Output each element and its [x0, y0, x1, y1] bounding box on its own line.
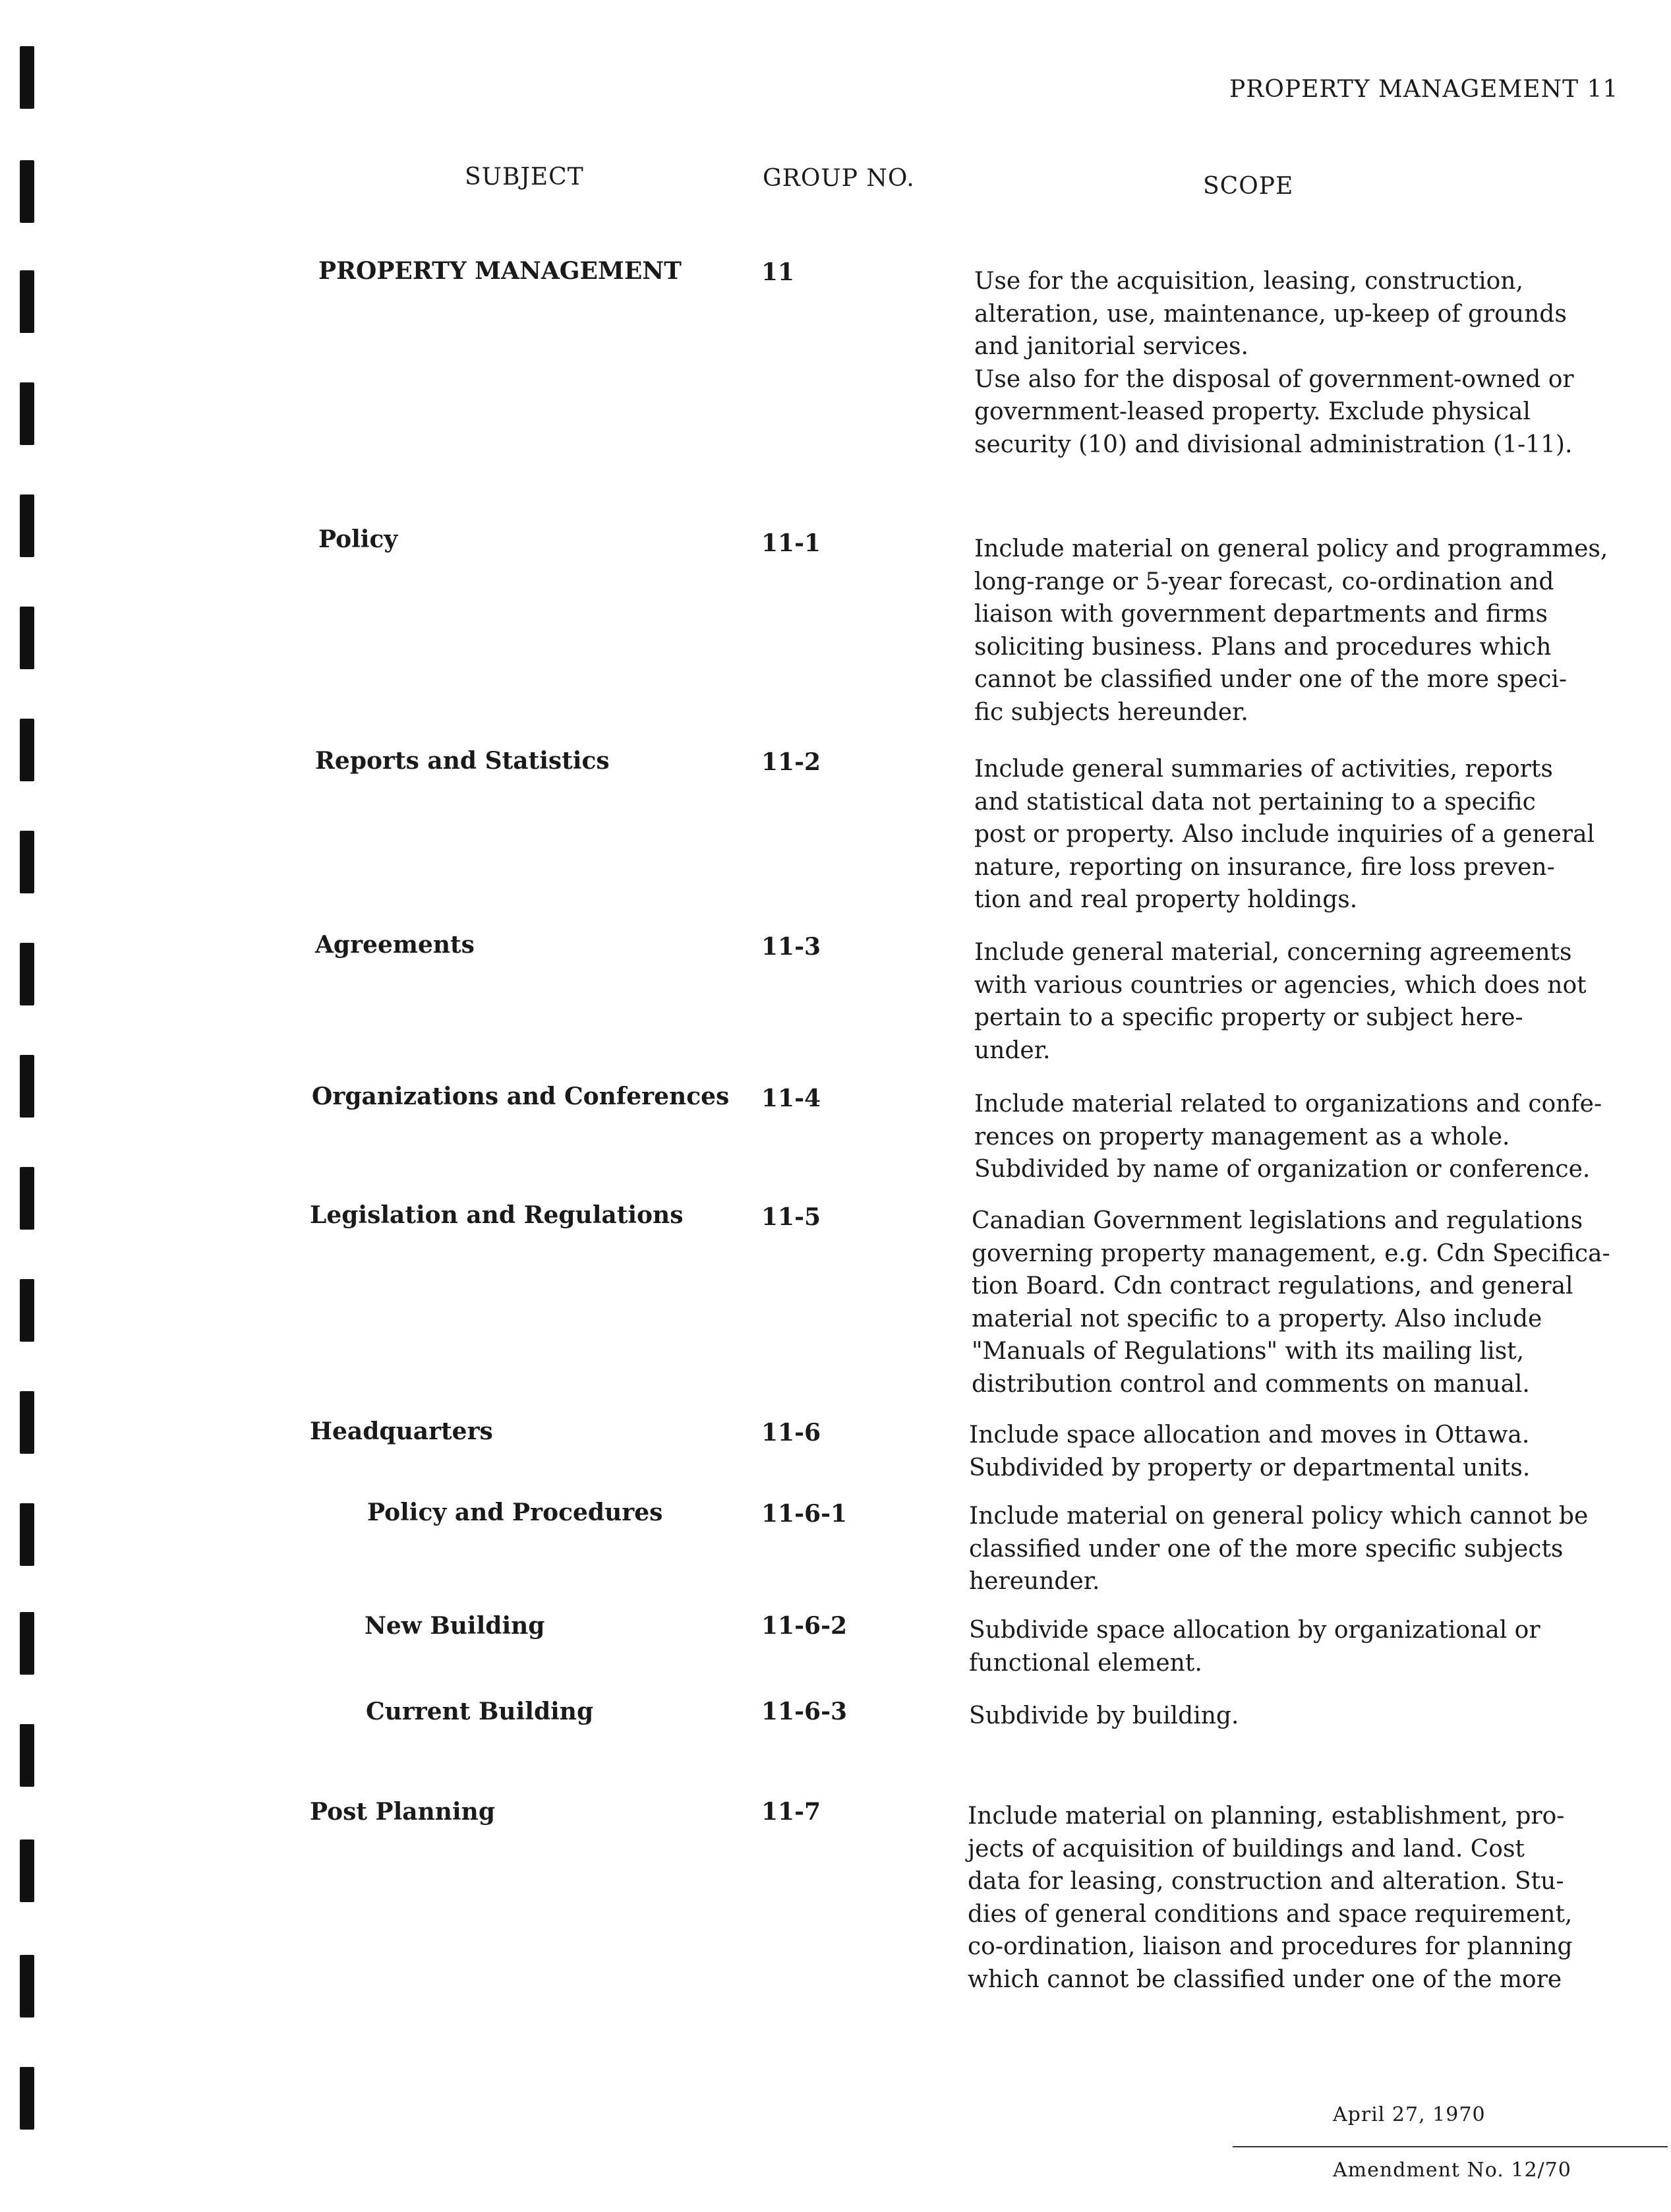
entry-group-number: 11-6-3 [761, 1698, 848, 1725]
entry-group-number: 11-7 [761, 1798, 821, 1826]
binder-hole-mark [20, 1612, 34, 1675]
binder-hole-mark [20, 1055, 34, 1118]
entry-subject: Reports and Statistics [315, 747, 610, 775]
binder-hole-mark [20, 160, 34, 223]
entry-group-number: 11-3 [761, 933, 821, 961]
entry-subject: Policy [318, 525, 398, 553]
entry-subject-indented: New Building [365, 1612, 545, 1640]
binder-hole-mark [20, 46, 34, 109]
column-heading-group: GROUP NO. [763, 165, 915, 192]
binder-hole-mark [20, 943, 34, 1005]
footer-amendment: Amendment No. 12/70 [1333, 2159, 1571, 2182]
entry-subject: PROPERTY MANAGEMENT [318, 257, 682, 285]
binder-hole-mark [20, 831, 34, 893]
entry-scope: Include general material, concerning agreements with various countries or agencies, which does not pertain to a specific property or subject here- under. [974, 939, 1587, 1064]
entry-subject: Headquarters [310, 1418, 493, 1445]
entry-group-number: 11-6-1 [761, 1500, 848, 1528]
binder-hole-mark [20, 719, 34, 781]
entry-subject: Legislation and Regulations [310, 1201, 684, 1229]
entry-scope: Subdivide by building. [969, 1702, 1239, 1729]
entry-group-number: 11-6 [761, 1419, 821, 1447]
binder-hole-mark [20, 382, 34, 445]
entry-subject: Post Planning [310, 1798, 495, 1826]
entry-scope: Include material on general policy and programmes, long-range or 5-year forecast, co-ordination and liaison with government departments and firms soliciting business. Plans and procedures which cannot be classified under one of the more speci- fic subjects hereunder. [974, 535, 1608, 726]
entry-scope: Include general summaries of activities, reports and statistical data not pertaining to a specific post or property. Also include inquiries of a general nature, reporting on insurance, fire loss preven- tion and real property holdings. [974, 756, 1595, 913]
entry-scope: Use for the acquisition, leasing, construction, alteration, use, maintenance, up-keep of grounds and janitorial services. Use also for the disposal of government-owned or government-leased property. Exclude physical security (10) and divisional administration (1-11). [974, 268, 1574, 458]
footer-block [1333, 2074, 1571, 2212]
entry-scope: Canadian Government legislations and regulations governing property management, e.g. Cdn Specifica- tion Board. Cdn contract regulations, and general material not specific to a property. Also include "Manuals of Regulations" with its mailing list, distribution control and comments on manual. [972, 1207, 1610, 1398]
entry-group-number: 11-4 [761, 1085, 821, 1112]
binder-hole-mark [20, 1724, 34, 1787]
binder-hole-mark [20, 270, 34, 333]
entry-group-number: 11-1 [761, 529, 821, 557]
column-heading-subject: SUBJECT [465, 164, 584, 191]
binder-hole-mark [20, 1167, 34, 1230]
footer-date: April 27, 1970 [1333, 2103, 1486, 2126]
entry-scope: Include material on general policy which cannot be classified under one of the more specific subjects hereunder. [969, 1503, 1589, 1595]
column-heading-scope: SCOPE [1203, 173, 1294, 200]
binder-hole-mark [20, 607, 34, 669]
binder-hole-mark [20, 1279, 34, 1342]
entry-scope: Include space allocation and moves in Ottawa. Subdivided by property or departmental units. [969, 1421, 1531, 1481]
binder-hole-mark [20, 1839, 34, 1902]
entry-group-number: 11-5 [761, 1203, 821, 1231]
entry-scope: Include material related to organizations and confe- rences on property management as a whole. Subdivided by name of organization or conference. [974, 1091, 1602, 1183]
binder-hole-mark [20, 1503, 34, 1566]
entry-group-number: 11-6-2 [761, 1612, 848, 1640]
entry-group-number: 11 [761, 258, 795, 286]
entry-subject-indented: Policy and Procedures [367, 1499, 663, 1526]
footer-rule [1233, 2146, 1668, 2147]
binder-hole-mark [20, 1955, 34, 2018]
page-header-title: PROPERTY MANAGEMENT 11 [1229, 76, 1619, 103]
binder-hole-mark [20, 2067, 34, 2130]
entry-group-number: 11-2 [761, 748, 821, 776]
entry-subject-indented: Current Building [366, 1698, 594, 1725]
binder-hole-mark [20, 494, 34, 557]
entry-scope: Include material on planning, establishment, pro- jects of acquisition of buildings and land. Cost data for leasing, construction and alteration. Stu- dies of general conditions and space requirement, co-ordination, liaison and procedures for planning which cannot be classified under one of the more [968, 1803, 1573, 1993]
binder-hole-mark [20, 1391, 34, 1454]
entry-subject: Organizations and Conferences [312, 1083, 730, 1110]
entry-subject: Agreements [315, 931, 475, 959]
entry-scope: Subdivide space allocation by organizational or functional element. [969, 1617, 1540, 1677]
